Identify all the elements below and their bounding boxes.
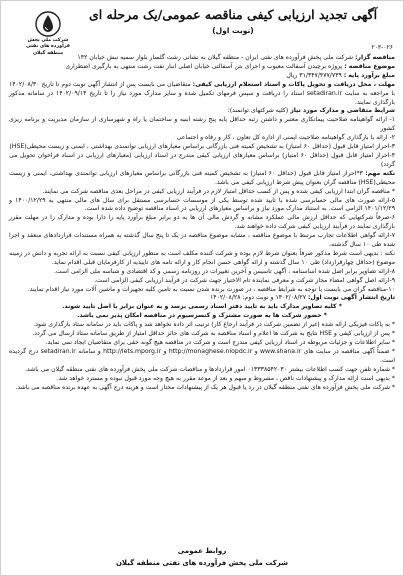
paragraph-text: نکته : بدیهی است شرط مذکور صرفاً بعنوان شرط لازم بوده و شرکت کننده مکلف است به منظور ارزیابی کیفی نسبت به ارائه تجربه و دانش در زمینه موضوع (حداقل چهارقرارداد) طی ۱۰ سال گذشته و ارائه گواهی حسن انجام کار و ارائه نامه های تاییدیه از کارفرمایان قبلی اقدام نماید. <box>9 249 395 266</box>
paragraph-label: مناقصه گزار: <box>354 54 395 61</box>
paragraph-text: ۱- ارائه گواهینامه صلاحیت پیمانکاری معتبر و داشتن رتبه حداقل پایه پنج رشته ابنیه و ساختمان یا راه و شهرسازی از سازمان مدیریت و برنامه ریزی کشور <box>9 116 395 133</box>
notice-paragraph <box>9 214 395 232</box>
notice-paragraph <box>9 134 395 143</box>
paragraph-label: شرایط متقاضی و مدارک مورد نیاز <box>290 107 395 115</box>
paragraph-text: ۵-ارائه صورت های مالی حسابرسی شده یا تایید شده توسط یکی از موسسات حسابرسی مستقل برای سال های مالی منتهی به ۱۴۰۰/۱۲/۲۹ و ۱۴۰۱/۱۲/۲۹ الزامی است. به استناد مدارک مورد نیاز و براساس معیارهای ارزیابی در اسناد مناقصه توضیح داده شده است. <box>9 196 395 213</box>
paragraph-text: ۳*احراز امتیاز قابل قبول (حداقل ۶۰ امتیاز) به تشخیص کمیته فنی بازرگانی براساس معیارهای ارزیابی توانمندی بهداشتی، ایمنی و زیست محیطی(HSE) مناقصه گران بعنوان پیش شرط ارزیابی کیفی می باشد. <box>9 169 395 186</box>
paragraph-label: مهلت ، محل دریافت و تحویل پاکات و اسناد استعلام ارزیابی کیفی: <box>192 80 395 88</box>
paragraph-text: * شماره تلفن جهت کسب اطلاعات بیشتر ۰۱۳۳۳۸۵۴۲۰۳۰ امور قراردادها و مناقصات شرکت ملی پخش فرآورده های نفتی منطقه گیلان می باشد. <box>24 365 395 373</box>
logo-line-1: شرکت ملی پخش فرآورده های نفتی <box>26 38 70 49</box>
notice-paragraph <box>9 375 395 384</box>
notice-paragraph <box>9 63 395 72</box>
notice-paragraph <box>9 330 395 339</box>
paragraph-label: نکته مهم: <box>365 169 396 177</box>
notice-paragraph <box>9 277 395 286</box>
notice-paragraph <box>9 197 395 215</box>
notice-paragraph <box>9 54 395 63</box>
paragraph-text: * شرکت ملی پخش فرآورده های نفتی منطقه گیلان در رد یا قبول هر یک از پیشنهادات مختار است و هزینه درج آگهی به عهده برنده مناقصه می باشد. <box>15 383 395 391</box>
signature-public-relations: روابط عمومی <box>177 547 227 555</box>
notice-paragraph <box>9 348 395 366</box>
notice-paragraph <box>9 188 395 197</box>
notice-paragraph <box>9 232 395 250</box>
paragraph-label: * حضور شرکت ها به صورت مشترک و کنسرسیوم در مناقصه امکان پذیر نمی باشد. <box>77 312 327 320</box>
paragraph-text: * بدیهی است ارائه مدارک و پیشنهادات ناقص ، مشروط و مبهم و بعد از موعد مقرر به هیچ وجه مورد قبول نبوده و مسترد خواهد شد. <box>56 374 395 382</box>
paragraph-text: ۴-احراز امتیاز قابل قبول (حداقل ۶۰ امتیاز) براساس معیارهای ارزیابی کیفی مندرج در اسناد ارزیابی (معیارهای ارزیابی در اسناد فراخوان تحویل می گردد) <box>9 151 395 168</box>
paragraph-text: * به پاکات فیزیکی ارائه شده (غیر از تضمین شرکت در فرآیند ارجاع کار) ترتیب اثر داده نخواهد شد و پاکات باید در سامانه ستاد بارگذاری شود. <box>33 321 395 329</box>
paragraph-text: ۱۰-مناقصه گران می بایست با توجه به شرایط مناقصه ، در صورت برنده شدن نسبت به تامین کلیه تجهیزات و ماشین آلات مورد نیاز اقدام نمایند. <box>27 285 395 293</box>
notice-paragraph <box>9 72 395 81</box>
paragraph-label: موضوع مناقصه : <box>344 62 395 70</box>
notice-paragraph <box>9 170 395 188</box>
paragraph-text: ۶-صرفاً شرکتهایی که حداقل ارزش مالی عملکرد مشابه و گردش مالی آن ها به دو برابر مبلغ برآورد پایه را دارا بوده و مدارک را در مهلت مقرر بارگذاری نمایند در فرآیند ارزیابی کیفی شرکت داده خواهند شد. <box>9 214 395 231</box>
paragraph-text: ۹-ارائه اصل گواهی امضاء مجاز شرکت و معرفی نماینده تام الاختیار جهت شرکت در فرآیند ارزیابی کیفی الزامی است. <box>94 276 395 284</box>
notice-title: آگهی تجدید ارزیابی کیفی مناقصه عمومی/یک مرحله ای <box>88 7 378 22</box>
paragraph-label: * کلیه تصاویر مدارک باید به تایید دفتر اسناد رسمی برسد و به عنوان برابر با اصل تایید شوند. <box>62 303 342 311</box>
notice-paragraph <box>9 384 395 393</box>
paragraph-text: * سایر اطلاعات و جزئیات مربوطه در اسناد ارزیابی کیفی مندرج است و شرکت در مناقصه هیچ گونه حقی برای متقاضیان ایجاد نمی نماید. <box>45 339 395 346</box>
paragraph-text: ۸-ارائه تصاویر برابر اصل شده اساسنامه ، آگهی تاسیس و آخرین تغییرات در روزنامه رسمی و کد اقتصادی و شناسه ملی الزامی است. <box>53 267 395 275</box>
oil-drop-logo-icon <box>35 11 61 37</box>
paragraph-text: ۲- ارائه یا بارگذاری گواهینامه صلاحیت ایمنی از اداره کل تعاون ، کار و رفاه و اجتماعی <box>176 134 395 142</box>
paragraph-text: متقاضیان می بایست پس از انتشار آگهی نوبت دوم تا تاریخ ۱۴۰۲/۰۸/۳۰ با مراجعه به سایت setadiran.ir اسناد را دریافت و سپس فرمهای تکمیل شده و سایر مدارک مورد نیاز را تا تاریخ ۱۴۰۲/۰۹/۱۴ در سامانه مذکور بارگذاری نمایند. <box>9 80 395 106</box>
paragraph-text: ۱۴۰۲/۰۸/۲۷ و نوبت دوم: ۱۴۰۲/۰۸/۲۸ <box>209 294 308 302</box>
paragraph-text: * ضمناً آگهی مناقصه در سایت های www.shana.ir و http://monaghese.niopdc.ir و http://iets.mporg.ir و سامانه setadiran.ir درج گردیده است. <box>9 347 395 364</box>
paragraph-text: پروژه برچیدن آسفالت معیوب و اجرای بتن آسفالتی خیابان اصلی انبار نفت رشت منتهی به بارگیری اضطراری <box>65 62 345 70</box>
notice-paragraph <box>9 81 395 108</box>
notice-paragraph <box>9 143 395 152</box>
notice-paragraph <box>9 107 395 116</box>
paragraph-text: ۳-احراز امتیاز قابل قبول (حداقل ۶۰ امتیاز) به تشخیص کمیته فنی بازرگانی براساس معیارهای ارزیابی توانمندی بهداشتی ، ایمنی و زیست محیطی(HSE) <box>9 143 395 151</box>
notice-paragraph <box>9 303 395 312</box>
paragraph-text: * مناقصه گران ابتدا ارزیابی کیفی شده و پس از کسب حداقل امتیاز لازم در فرآیند ارزیابی کیفی در مراحل بعدی مناقصه شرکت می نمایند. <box>42 187 395 195</box>
paragraph-label: تاریخ انتشار آگهی نوبت اول: <box>307 294 395 302</box>
paragraph-text: ۳۱/۳۴۷/۴۷۷/۷۳۹ ریال <box>286 71 344 79</box>
notice-paragraph <box>9 321 395 330</box>
notice-body <box>9 54 395 392</box>
notice-paragraph <box>9 250 395 268</box>
notice-paragraph <box>9 116 395 134</box>
signature-company: شرکت ملی پخش فرآورده های نفتی منطقه گیلان <box>115 559 289 567</box>
paragraph-text: ۷-ارائه گواهی اطلاعات تجارب مرتبط با موضوع مناقصه ، مشابه موضوع مناقصه در یک تا پنج سال گذشته به همراه مستندات قراردادهای منعقد و اجرا شده طی ۱۰ سال گذشته. <box>9 232 395 249</box>
logo-line-2: منطقه گیلان <box>32 51 64 56</box>
paragraph-text: * پس از ارزیابی کیفی و HSE نتایج به شرکت ها اعلام و اسناد مناقصه به شرکت های حائز حداقل امتیاز از طریق سامانه ستاد ارسال می گردد. <box>32 330 395 338</box>
company-logo <box>23 11 73 57</box>
paragraph-text: شرکت ملی پخش فرآورده های نفتی ایران - منطقه گیلان به نشانی رشت گلسار بلوار سمیه نبش خیابان ۱۴۲ <box>77 54 355 61</box>
notice-paragraph <box>9 366 395 375</box>
notice-round: (نوبت اول) <box>212 26 254 35</box>
paragraph-label: مبلغ برآورد پایه : <box>343 71 395 79</box>
reference-number: ۲۰۳-۰۲۶ <box>371 44 393 51</box>
notice-paragraph <box>9 339 395 348</box>
notice-paragraph <box>9 268 395 277</box>
notice-paragraph <box>9 152 395 170</box>
notice-paragraph <box>9 312 395 321</box>
paragraph-text: (کلیه شرکتهای توانمند): <box>227 107 291 115</box>
